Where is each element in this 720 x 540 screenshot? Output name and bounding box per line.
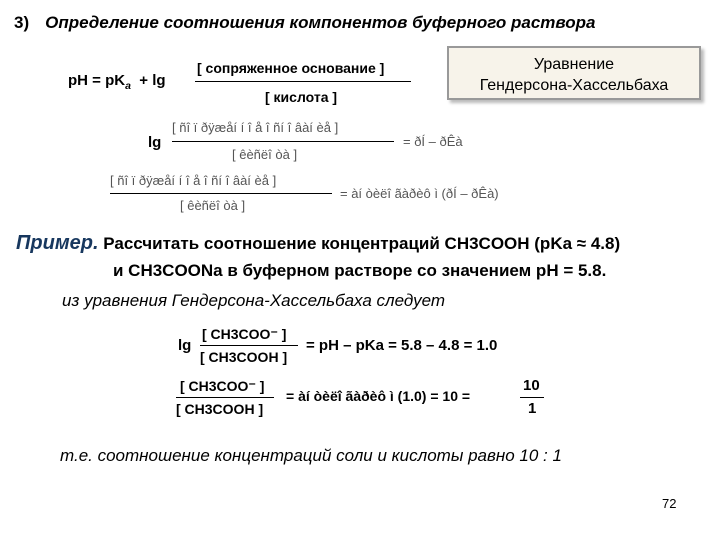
- eq3-denominator: [ êèñëî òà ]: [180, 198, 246, 213]
- eq3-fraction-bar: [110, 193, 332, 194]
- example-label: Пример.: [16, 232, 99, 254]
- eq1-denominator: [ кислота ]: [265, 89, 338, 105]
- eq1-plus-lg: + lg: [139, 72, 166, 89]
- slide-title: [14, 13, 595, 33]
- eq1-ka-sub: a: [125, 80, 131, 92]
- eq4-fraction-bar: [200, 345, 298, 346]
- eq2-denominator: [ êèñëî òà ]: [232, 147, 298, 162]
- eq4-lg: lg: [178, 337, 192, 354]
- eq4-rhs: = pH – pKa = 5.8 – 4.8 = 1.0: [306, 337, 498, 354]
- eq2-numerator: [ ñî ï ðÿæåí í î å î ñí î âàí èå ]: [172, 120, 339, 135]
- title-text: Определение соотношения компонентов буферного раствора: [45, 13, 596, 32]
- equation-name-box: [447, 46, 701, 100]
- eq4-denominator: [ CH3COOH ]: [200, 349, 288, 365]
- box-line-1: Уравнение: [533, 56, 615, 73]
- page-number: 72: [662, 496, 677, 511]
- eq2-fraction-bar: [172, 141, 394, 142]
- eq2-lg: lg: [148, 134, 162, 151]
- follows-text: из уравнения Гендерсона-Хассельбаха следует: [62, 291, 446, 310]
- title-number: 3): [14, 13, 30, 32]
- eq5-fraction-bar: [176, 397, 274, 398]
- example-line-2: и CH3COONa в буферном растворе со значением pH = 5.8.: [113, 261, 607, 280]
- eq3-rhs: = àí òèëî ãàðèô ì (ðÍ – ðÊà): [340, 186, 499, 201]
- box-line-2: Гендерсона-Хассельбаха: [479, 77, 669, 94]
- eq1-lhs: [68, 72, 166, 92]
- example-line-1: Рассчитать соотношение концентраций CH3COOH (pKa ≈ 4.8): [103, 234, 621, 253]
- eq1-numerator: [ сопряженное основание ]: [197, 60, 385, 76]
- eq2-rhs: = ðÍ – ðÊà: [403, 134, 463, 149]
- eq4-numerator: [ CH3COO⁻ ]: [202, 326, 287, 342]
- eq5-numerator: [ CH3COO⁻ ]: [180, 378, 265, 394]
- eq5-frac-den: 1: [528, 400, 537, 417]
- eq1-ph-pk: pH = pK: [68, 72, 126, 89]
- eq1-fraction-bar: [195, 81, 411, 82]
- example-block: [16, 230, 620, 284]
- eq5-frac-bar: [520, 397, 544, 398]
- eq5-rhs: = àí òèëî ãàðèô ì (1.0) = 10 =: [286, 388, 471, 404]
- eq5-denominator: [ CH3COOH ]: [176, 401, 264, 417]
- eq5-frac-num: 10: [523, 377, 540, 394]
- conclusion-text: т.е. соотношение концентраций соли и кислоты равно 10 : 1: [60, 446, 562, 465]
- eq3-numerator: [ ñî ï ðÿæåí í î å î ñí î âàí èå ]: [110, 173, 277, 188]
